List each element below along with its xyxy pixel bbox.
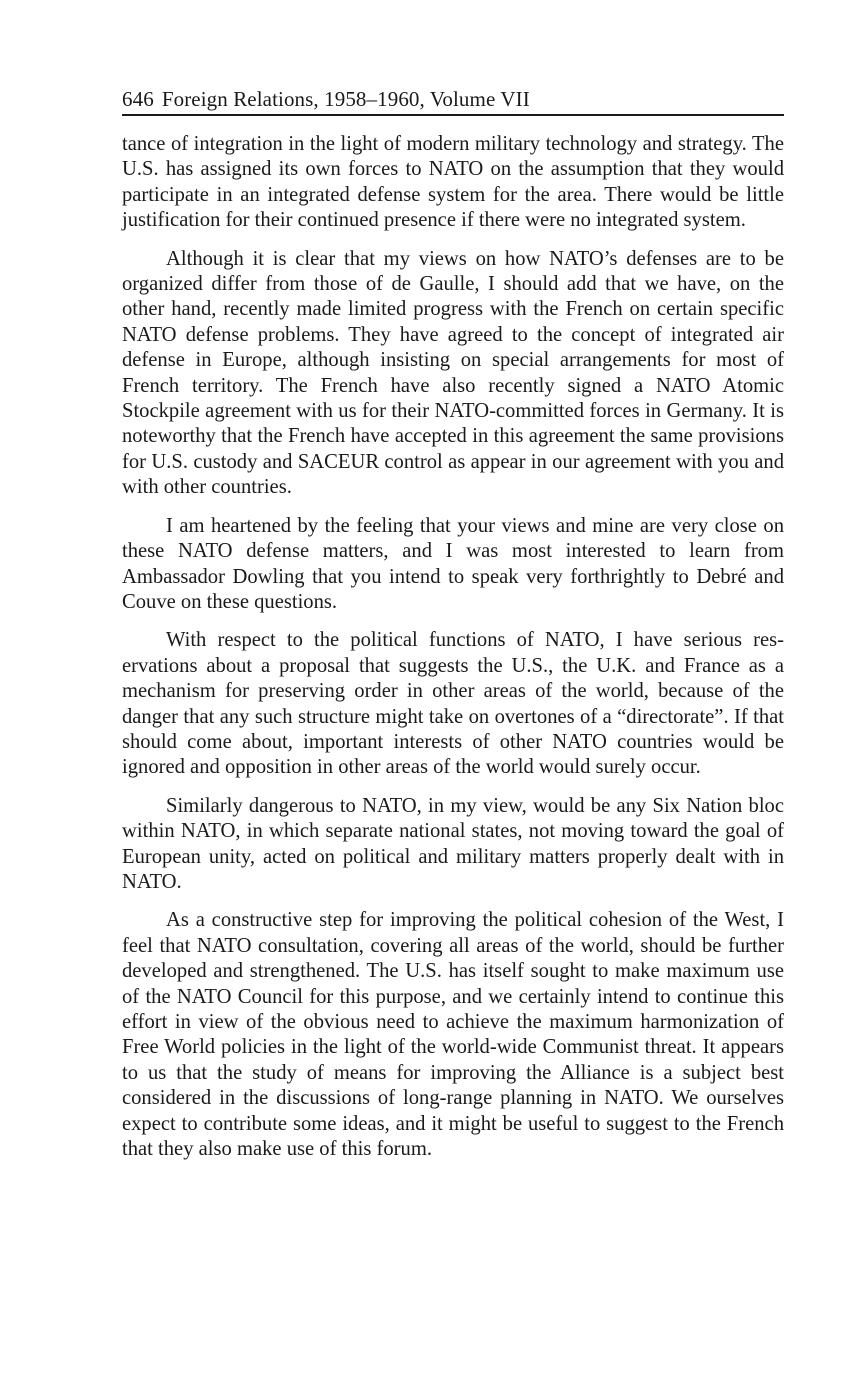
- paragraph-political-functions: With respect to the political functions of NATO, I have serious reservations about a proposal that suggests the U.S., the U.K. and France as a mechanism for preserving order in other areas of the world, because of the danger that any such structure might take on overtones of a “directorate”. If that should come about, important interests of other NATO countries would be ignored and opposition in other areas of the world would surely occur.: [122, 629, 784, 779]
- paragraph-defense-organization: Although it is clear that my views on how NATO’s defenses are to be organized differ from those of de Gaulle, I should add that we have, on the other hand, recently made limited progress with the French on certain specific NATO defense problems. They have agreed to the concept of integrated air defense in Europe, although insisting on special arrangements for most of French territory. The French have also recently signed a NATO Atomic Stockpile agreement with us for their NATO-committed forces in Germany. It is noteworthy that the French have accepted in this agreement the same provisions for U.S. custody and SACEUR control as appear in our agreement with you and with other countries.: [122, 247, 784, 499]
- paragraph-constructive-step: As a constructive step for improving the political cohesion of the West, I feel that NATO consultation, covering all areas of the world, should be further developed and strengthened. The U.S. has itself sought to make maximum use of the NATO Council for this purpose, and we certainly intend to continue this effort in view of the obvious need to achieve the maximum harmonization of Free World policies in the light of the world-wide Communist threat. It appears to us that the study of means for improving the Alliance is a subject best considered in the discussions of long-range planning in NATO. We ourselves expect to contribute some ideas, and it might be useful to suggest to the French that they also make use of this forum.: [122, 909, 784, 1161]
- paragraph-six-nation-bloc: Similarly dangerous to NATO, in my view, would be any Six Nation bloc within NATO, in which separate national states, not moving toward the goal of European unity, acted on political and military matters properly dealt with in NATO.: [122, 794, 784, 893]
- running-head: [122, 86, 784, 116]
- publication-title: Foreign Relations, 1958–1960, Volume VII: [161, 87, 530, 111]
- paragraph-continued: tance of integration in the light of modern military technology and strategy. The U.S. has assigned its own forces to NATO on the assumption that they would participate in an integrated defense system for the area. There would be little justification for their continued presence if there were no integrated system.: [122, 133, 784, 232]
- document-page: [122, 86, 784, 1175]
- body-text: [122, 132, 784, 1162]
- page-number: 646: [122, 87, 154, 111]
- paragraph-views-close: I am heartened by the feeling that your views and mine are very close on these NATO defense matters, and I was most interested to learn from Ambassador Dowling that you intend to speak very forthrightly to Debré and Couve on these questions.: [122, 514, 784, 613]
